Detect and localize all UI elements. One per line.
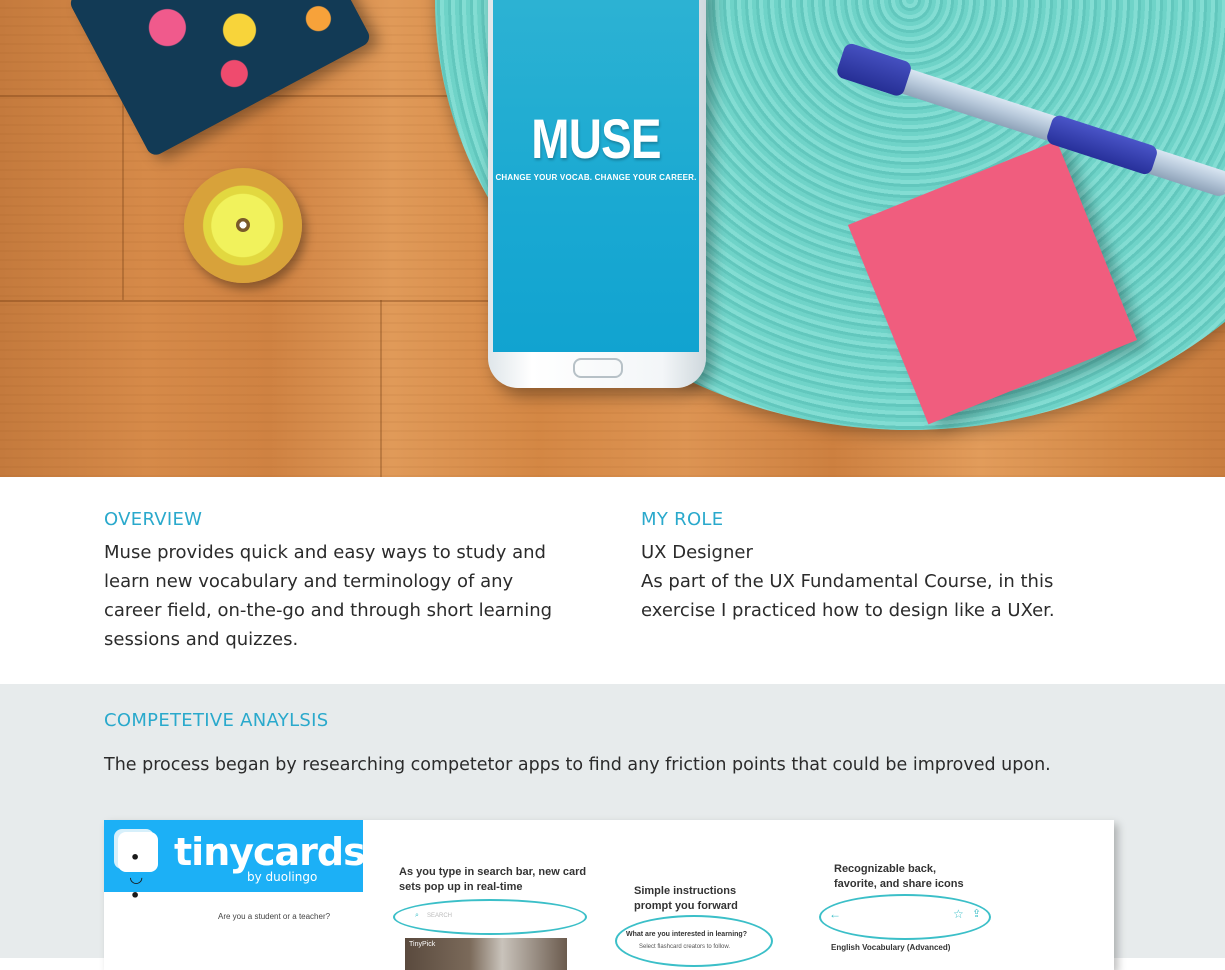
card-set-thumbnail	[405, 938, 567, 970]
tinycards-header	[104, 820, 365, 905]
tinycards-logo-icon: • ◡ •	[118, 832, 158, 872]
role-line: exercise I practiced how to design like a UXer.	[641, 600, 1055, 621]
hero-image	[0, 0, 1225, 477]
floral-notebook	[67, 0, 372, 158]
role-title: UX Designer	[641, 542, 753, 563]
annotation-search	[399, 865, 586, 895]
share-icon: ⇪	[972, 908, 982, 920]
prompt-sub: Select flashcard creators to follow.	[639, 944, 731, 950]
app-tagline: CHANGE YOUR VOCAB. CHANGE YOUR CAREER.	[495, 173, 697, 182]
annotation-line: prompt you forward	[634, 900, 738, 912]
phone-mockup	[488, 0, 706, 388]
search-icon: ⌕	[415, 912, 419, 919]
role-line: As part of the UX Fundamental Course, in this	[641, 571, 1054, 592]
home-button	[573, 358, 623, 378]
overview-text	[104, 538, 574, 654]
competitive-description: The process began by researching competetor apps to find any friction points that could be improved upon.	[104, 755, 1051, 775]
wood-seam	[380, 300, 382, 477]
app-logo-title: MUSE	[531, 107, 661, 170]
student-teacher-question: Are you a student or a teacher?	[218, 912, 331, 921]
wood-seam	[122, 95, 124, 300]
search-placeholder: SEARCH	[427, 913, 453, 919]
competitive-analysis-section	[0, 684, 1225, 958]
annotation-instructions	[634, 884, 738, 914]
phone-screen	[493, 0, 699, 352]
annotation-line: Recognizable back,	[834, 863, 937, 875]
annotation-icons	[834, 862, 964, 892]
overview-line: career field, on-the-go and through short learning	[104, 600, 553, 621]
overview-line: Muse provides quick and easy ways to study and	[104, 542, 546, 563]
prompt-oval	[615, 915, 773, 967]
deck-title: English Vocabulary (Advanced)	[831, 943, 951, 952]
role-text	[641, 538, 1121, 625]
annotation-line: sets pop up in real-time	[399, 881, 523, 893]
annotation-line: Simple instructions	[634, 885, 737, 897]
overview-heading: OVERVIEW	[104, 509, 203, 530]
annotation-line: As you type in search bar, new card	[399, 866, 587, 878]
search-oval	[393, 899, 587, 935]
competitive-heading: COMPETETIVE ANAYLSIS	[104, 710, 329, 731]
back-arrow-icon: ←	[829, 907, 841, 921]
prompt-main: What are you interested in learning?	[626, 931, 747, 938]
candle-wick	[236, 218, 250, 232]
competitor-board	[104, 820, 1114, 970]
overview-line: sessions and quizzes.	[104, 629, 299, 650]
annotation-line: favorite, and share icons	[834, 878, 964, 890]
star-icon: ☆	[953, 907, 964, 921]
role-heading: MY ROLE	[641, 509, 724, 530]
card-set-label: TinyPick	[409, 941, 436, 948]
overview-line: learn new vocabulary and terminology of any	[104, 571, 514, 592]
tinycards-byline: by duolingo	[247, 870, 318, 884]
tinycards-logo: tinycards	[174, 830, 365, 874]
icons-oval	[819, 894, 991, 940]
